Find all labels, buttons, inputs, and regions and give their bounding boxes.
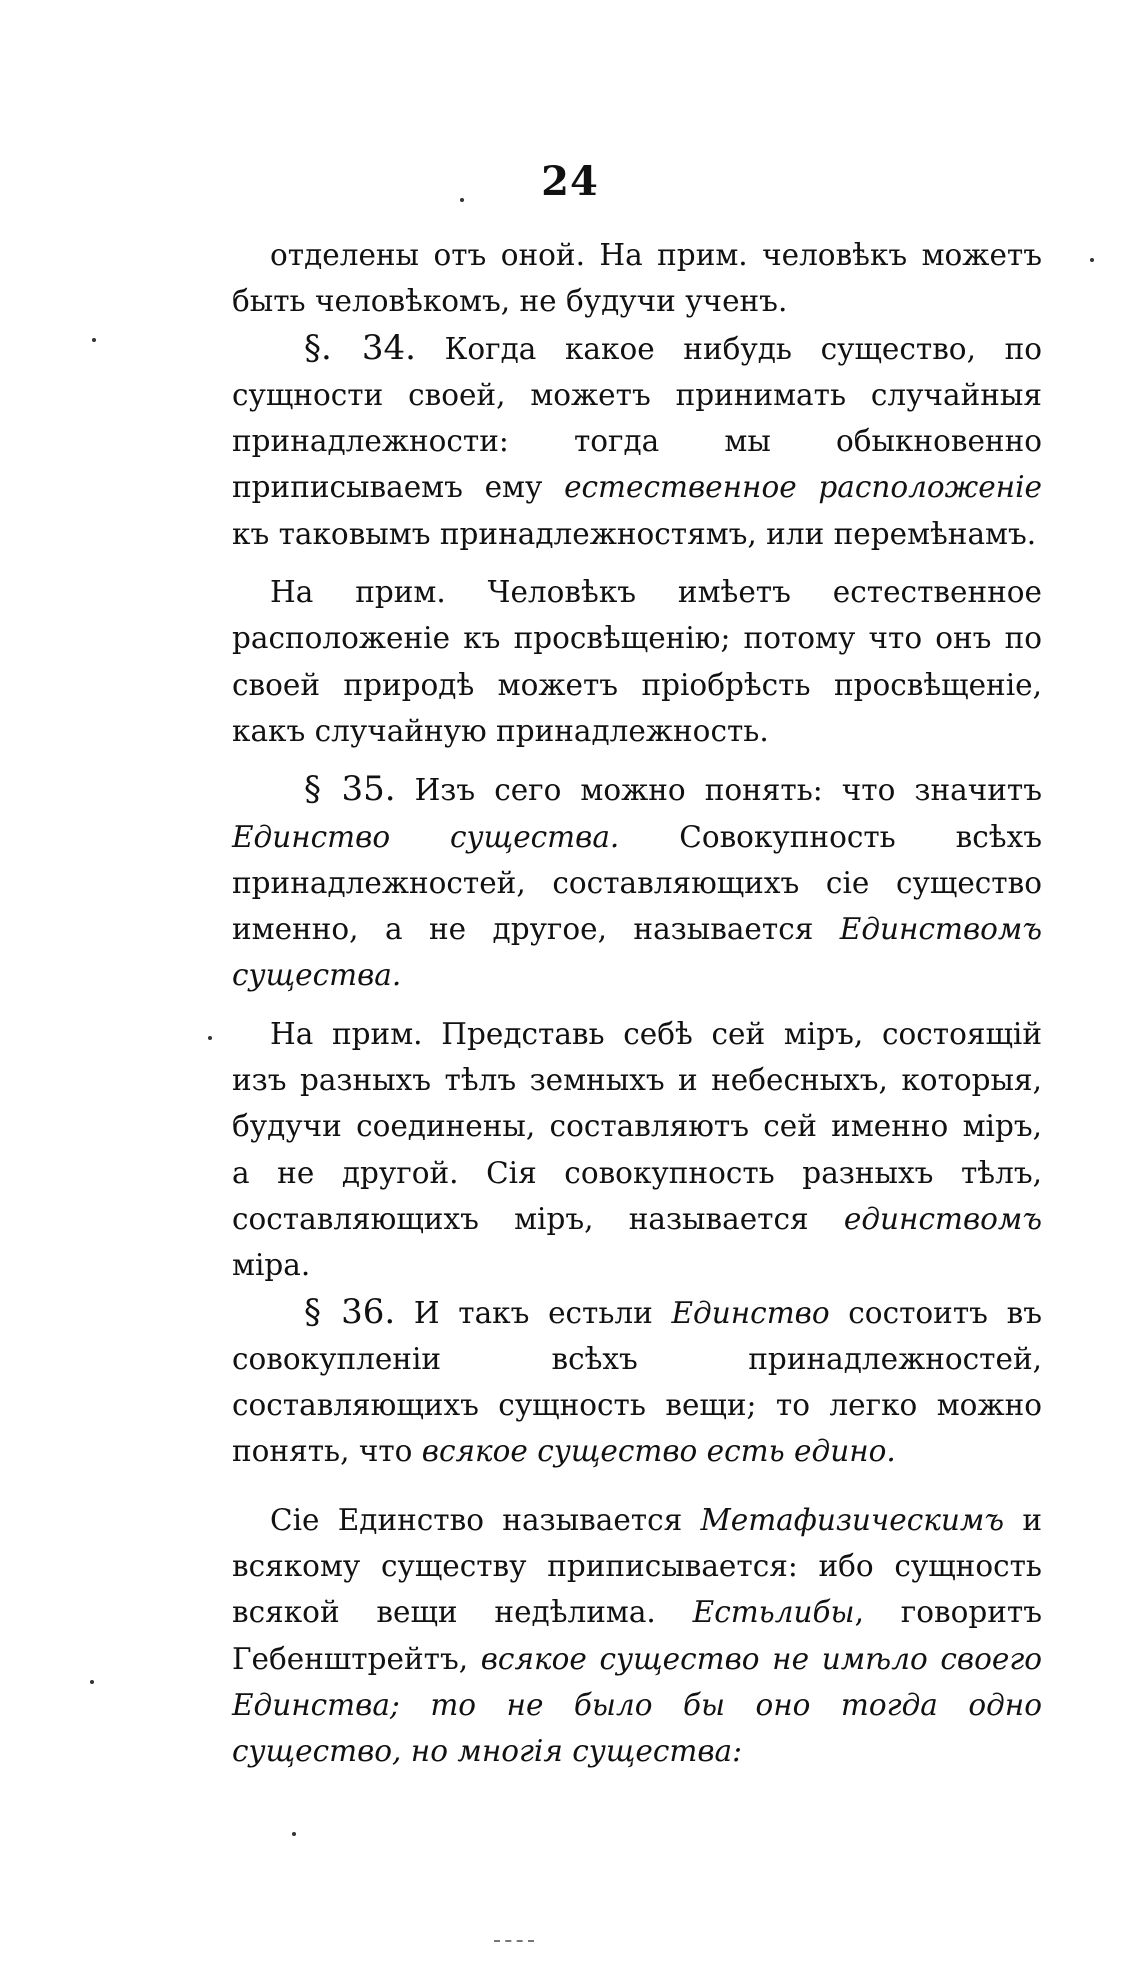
text-run: отделены отъ оной. На прим. человѣкъ можетъ быть человѣкомъ, не будучи ученъ.: [232, 238, 1042, 319]
paragraph-example-world: [232, 1011, 1042, 1289]
text-run: Сiе Единство называется: [270, 1502, 701, 1537]
scan-speck: [292, 1832, 296, 1836]
scan-edge-mark: [494, 1940, 534, 1942]
italic-text: естественное расположенiе: [564, 470, 1042, 505]
scan-speck: [1090, 258, 1094, 262]
paragraph-continuation: [232, 232, 1042, 325]
italic-text: всякое существо не имѣло своего Единства; то не было бы оно тогда одно существо, но многiя существа:: [232, 1641, 1042, 1769]
page-body: [232, 232, 1042, 1775]
scan-speck: [90, 1680, 94, 1684]
italic-text: Единствомъ существа.: [232, 912, 1042, 993]
text-run: Совокупность всѣхъ принадлежностей, составляющихъ сiе существо именно, а не другое, называется: [232, 819, 1043, 947]
text-run: состоитъ въ совокупленiи всѣхъ принадлежностей, составляющихъ сущность вещи; то легко можно понять, что: [232, 1295, 1042, 1469]
scan-speck: [92, 338, 96, 342]
italic-text: Единство существа.: [232, 819, 620, 854]
text-run: и всякому существу приписывается: ибо сущность всякой вещи недѣлима.: [232, 1502, 1042, 1630]
paragraph-section-34: [232, 325, 1042, 557]
paragraph-section-35: [232, 766, 1042, 998]
text-run: Когда какое нибудь существо, по сущности своей, можетъ принимать случайныя принадлежности: тогда мы обыкновенно приписываемъ ему: [232, 331, 1042, 505]
scan-speck: [460, 198, 464, 202]
section-number: § 36.: [304, 1291, 396, 1332]
italic-text: единствомъ: [843, 1201, 1042, 1236]
page-number: 24: [541, 158, 599, 205]
section-number: § 35.: [304, 769, 396, 810]
section-number: §. 34.: [304, 327, 416, 368]
text-run: мiра.: [232, 1248, 311, 1283]
paragraph-example-enlightenment: [232, 569, 1042, 754]
text-run: На прим. Представь себѣ сей мiръ, состоящiй изъ разныхъ тѣлъ земныхъ и небесныхъ, которыя, будучи соединены, составляютъ сей именно мiръ, а не другой. Сiя совокупность разныхъ тѣлъ, составляющихъ мiръ, называется: [232, 1016, 1042, 1236]
scan-speck: [208, 1036, 212, 1040]
text-run: , говоритъ Гебенштрейтъ,: [232, 1595, 1042, 1676]
italic-text: Единство: [671, 1295, 830, 1330]
text-run: На прим. Человѣкъ имѣетъ естественное расположенiе къ просвѣщенiю; потому что онъ по своей природѣ можетъ прiобрѣсть просвѣщенiе, какъ случайную принадлежность.: [232, 575, 1042, 748]
italic-text: Метафизическимъ: [700, 1502, 1005, 1537]
paragraph-metaphysical-unity: [232, 1497, 1042, 1775]
italic-text: Естьлибы: [692, 1595, 855, 1630]
text-run: къ таковымъ принадлежностямъ, или перемѣнамъ.: [232, 516, 1037, 551]
paragraph-section-36: [232, 1289, 1042, 1475]
text-run: Изъ сего можно понять: что значитъ: [395, 773, 1042, 808]
italic-text: всякое существо есть едино.: [421, 1434, 896, 1469]
text-run: И такъ естьли: [395, 1295, 672, 1330]
